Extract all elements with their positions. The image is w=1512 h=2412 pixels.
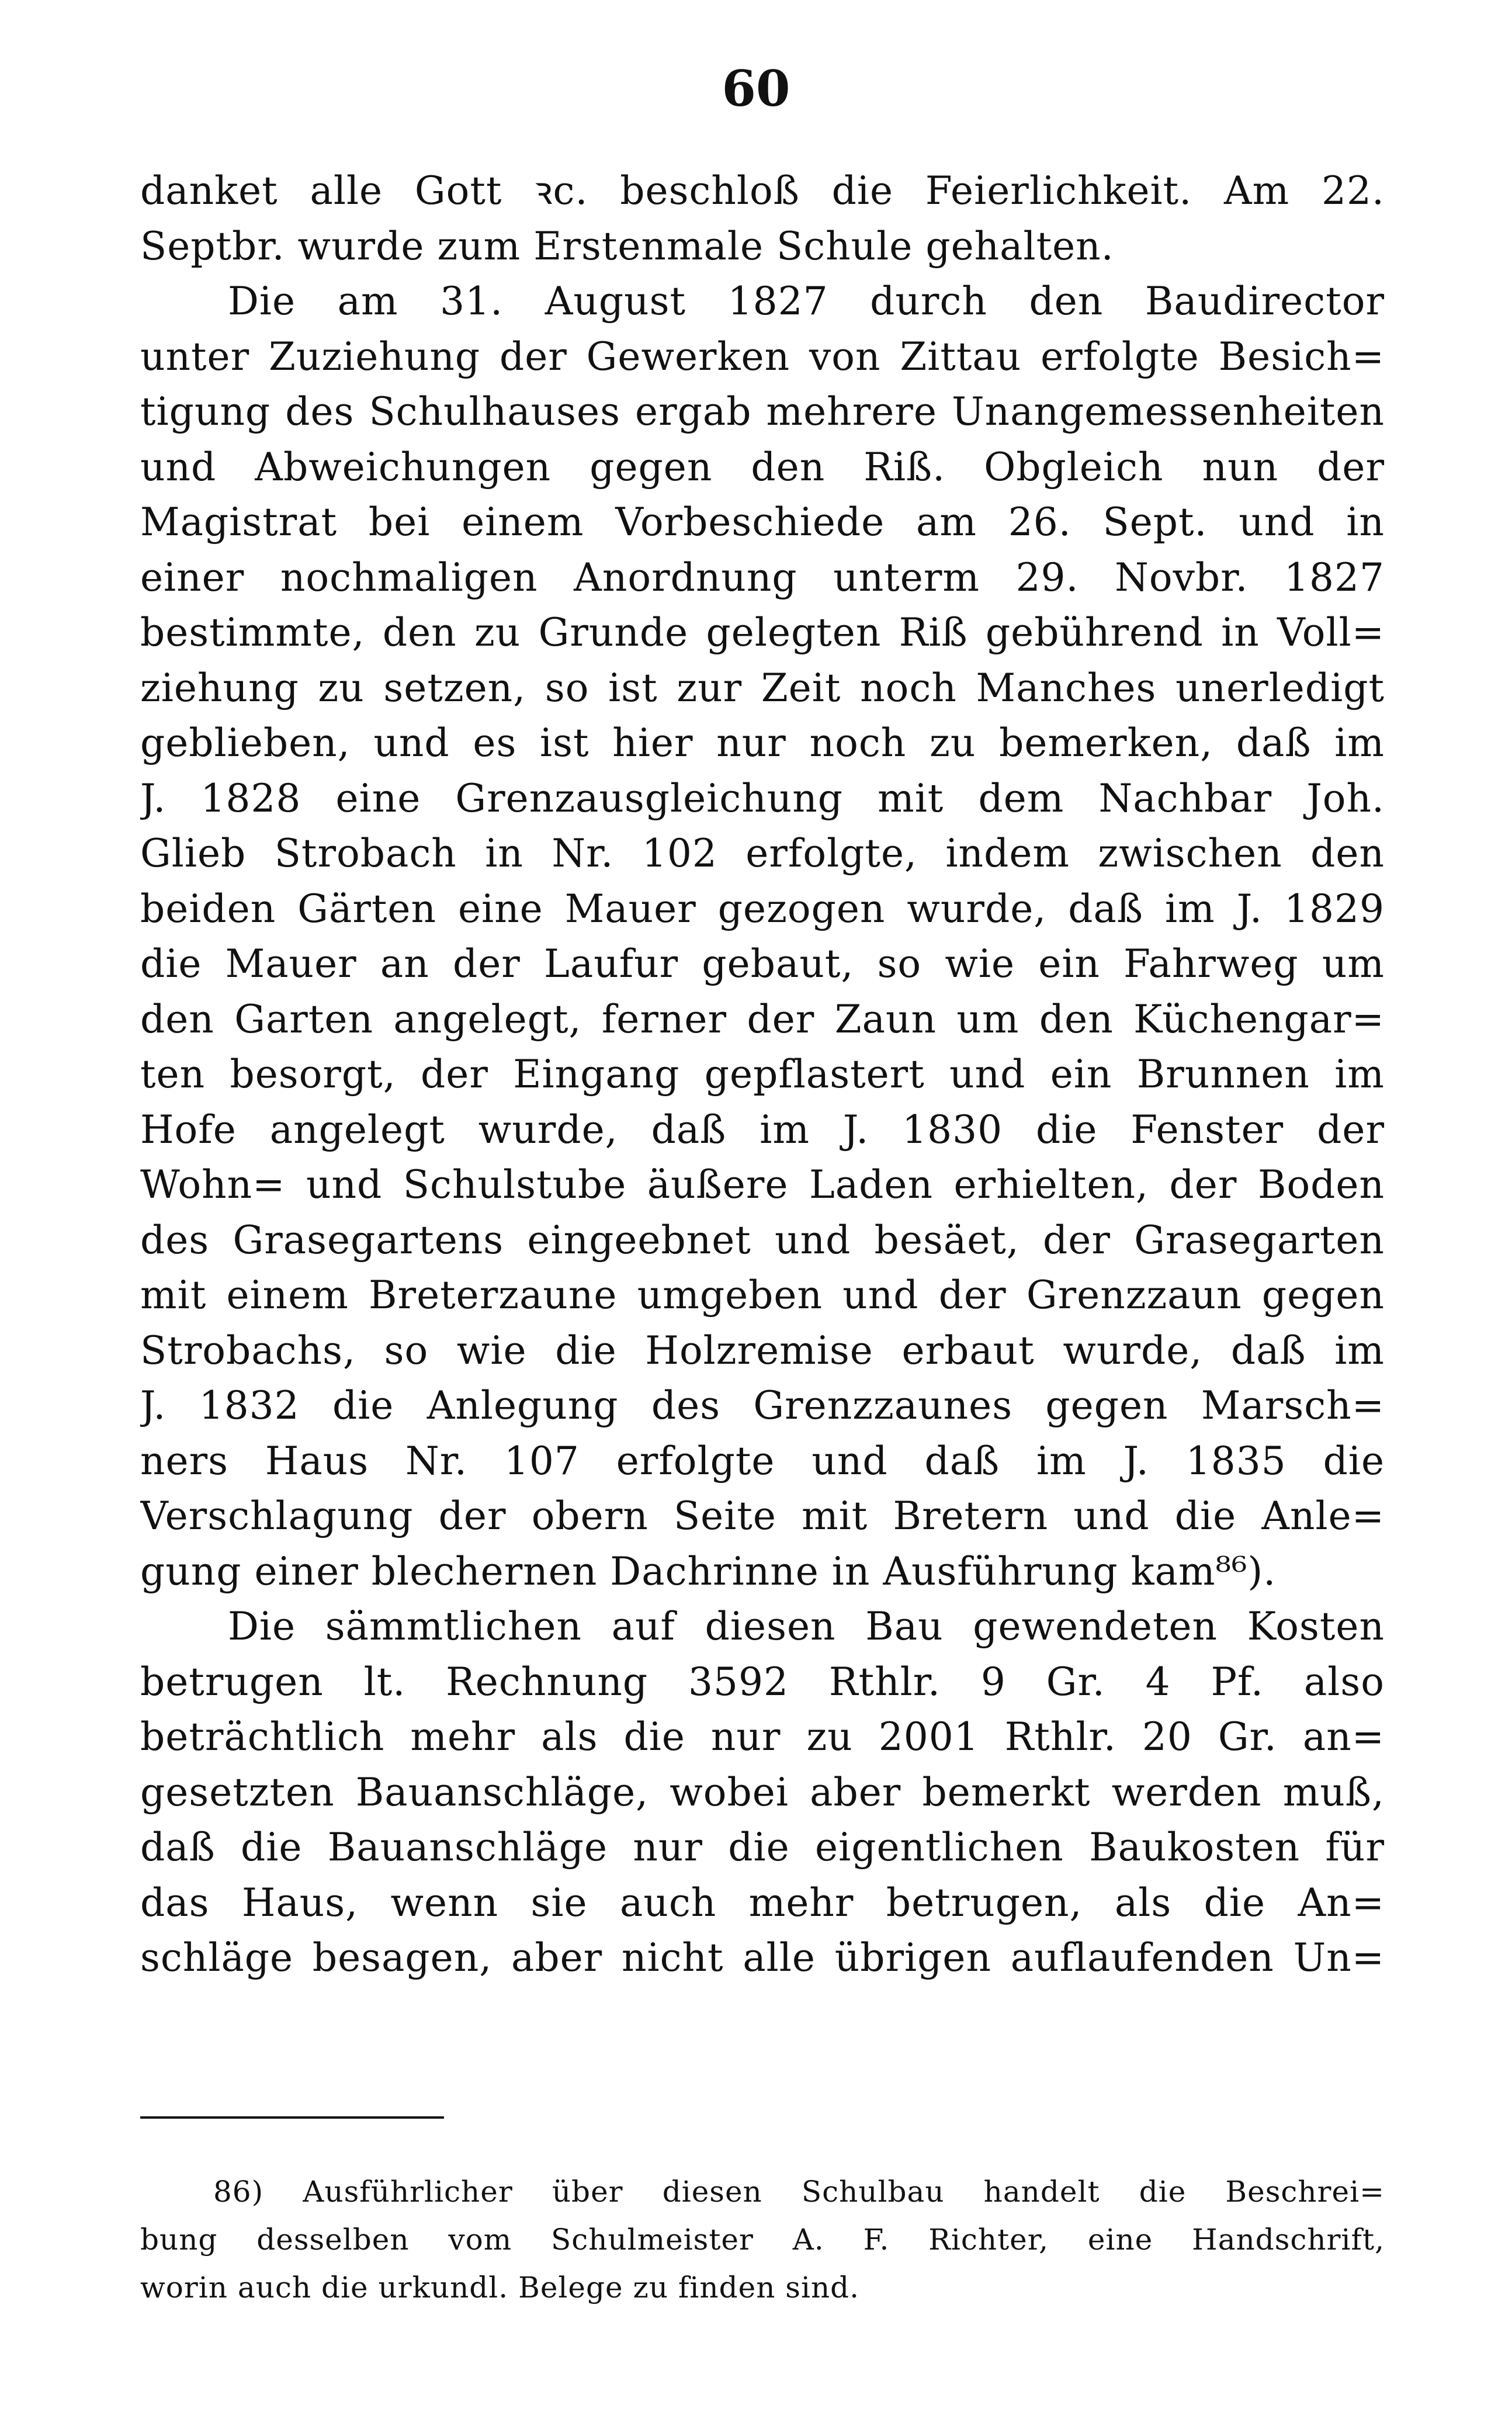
text-line: unter Zuziehung der Gewerken von Zittau erfolgte Besich= [140,334,1385,379]
text-line: beträchtlich mehr als die nur zu 2001 Rthlr. 20 Gr. an= [140,1714,1385,1759]
text-line: Wohn= und Schulstube äußere Laden erhielten, der Boden [140,1162,1385,1207]
footnote-line: bung desselben vom Schulmeister A. F. Richter, eine Handschrift, [140,2223,1385,2257]
text-line: gesetzten Bauanschläge, wobei aber bemerkt werden muß, [140,1769,1385,1815]
text-line: einer nochmaligen Anordnung unterm 29. Novbr. 1827 [140,555,1385,600]
footnote-line: worin auch die urkundl. Belege zu finden sind. [140,2271,860,2304]
page-number: 60 [722,60,790,117]
text-line: schläge besagen, aber nicht alle übrigen auflaufenden Un= [140,1935,1385,1980]
text-line: ners Haus Nr. 107 erfolgte und daß im J. 1835 die [140,1438,1385,1484]
text-line: das Haus, wenn sie auch mehr betrugen, als die An= [140,1880,1385,1925]
text-line: Die sämmtlichen auf diesen Bau gewendeten Kosten [228,1604,1385,1649]
text-line: J. 1832 die Anlegung des Grenzzaunes gegen Marsch= [140,1383,1385,1428]
text-line: gung einer blechernen Dachrinne in Ausführung kam⁸⁶). [140,1548,1277,1594]
text-line: ziehung zu setzen, so ist zur Zeit noch Manches unerledigt [140,665,1385,711]
text-line: Glieb Strobach in Nr. 102 erfolgte, indem zwischen den [140,831,1385,876]
body-text [140,164,1385,1986]
text-line: Die am 31. August 1827 durch den Baudirector [228,279,1385,324]
text-line: den Garten angelegt, ferner der Zaun um den Küchengar= [140,996,1385,1042]
footnote [140,2168,1385,2312]
text-line: des Grasegartens eingeebnet und besäet, der Grasegarten [140,1217,1385,1263]
text-line: betrugen lt. Rechnung 3592 Rthlr. 9 Gr. 4 Pf. also [140,1659,1385,1704]
text-line: ten besorgt, der Eingang gepflastert und ein Brunnen im [140,1052,1385,1097]
text-line: bestimmte, den zu Grunde gelegten Riß gebührend in Voll= [140,610,1385,655]
footnote-line: 86) Ausführlicher über diesen Schulbau handelt die Beschrei= [213,2175,1385,2209]
text-line: Magistrat bei einem Vorbeschiede am 26. Sept. und in [140,500,1385,545]
text-line: mit einem Breterzaune umgeben und der Grenzzaun gegen [140,1273,1385,1318]
text-line: Hofe angelegt wurde, daß im J. 1830 die Fenster der [140,1107,1385,1152]
text-line: danket alle Gott ꝛc. beschloß die Feierlichkeit. Am 22. [140,168,1385,213]
text-line: Strobachs, so wie die Holzremise erbaut wurde, daß im [140,1328,1385,1373]
text-line: Septbr. wurde zum Erstenmale Schule gehalten. [140,223,1114,269]
text-line: Verschlagung der obern Seite mit Bretern und die Anle= [140,1493,1385,1538]
text-line: beiden Gärten eine Mauer gezogen wurde, daß im J. 1829 [140,886,1385,931]
text-line: und Abweichungen gegen den Riß. Obgleich nun der [140,444,1385,490]
text-line: tigung des Schulhauses ergab mehrere Unangemessenheiten [140,389,1385,434]
footnote-divider [140,2116,444,2119]
text-line: geblieben, und es ist hier nur noch zu bemerken, daß im [140,720,1385,765]
text-line: J. 1828 eine Grenzausgleichung mit dem Nachbar Joh. [140,775,1385,821]
text-line: die Mauer an der Laufur gebaut, so wie ein Fahrweg um [140,941,1385,986]
text-line: daß die Bauanschläge nur die eigentlichen Baukosten für [140,1825,1385,1870]
